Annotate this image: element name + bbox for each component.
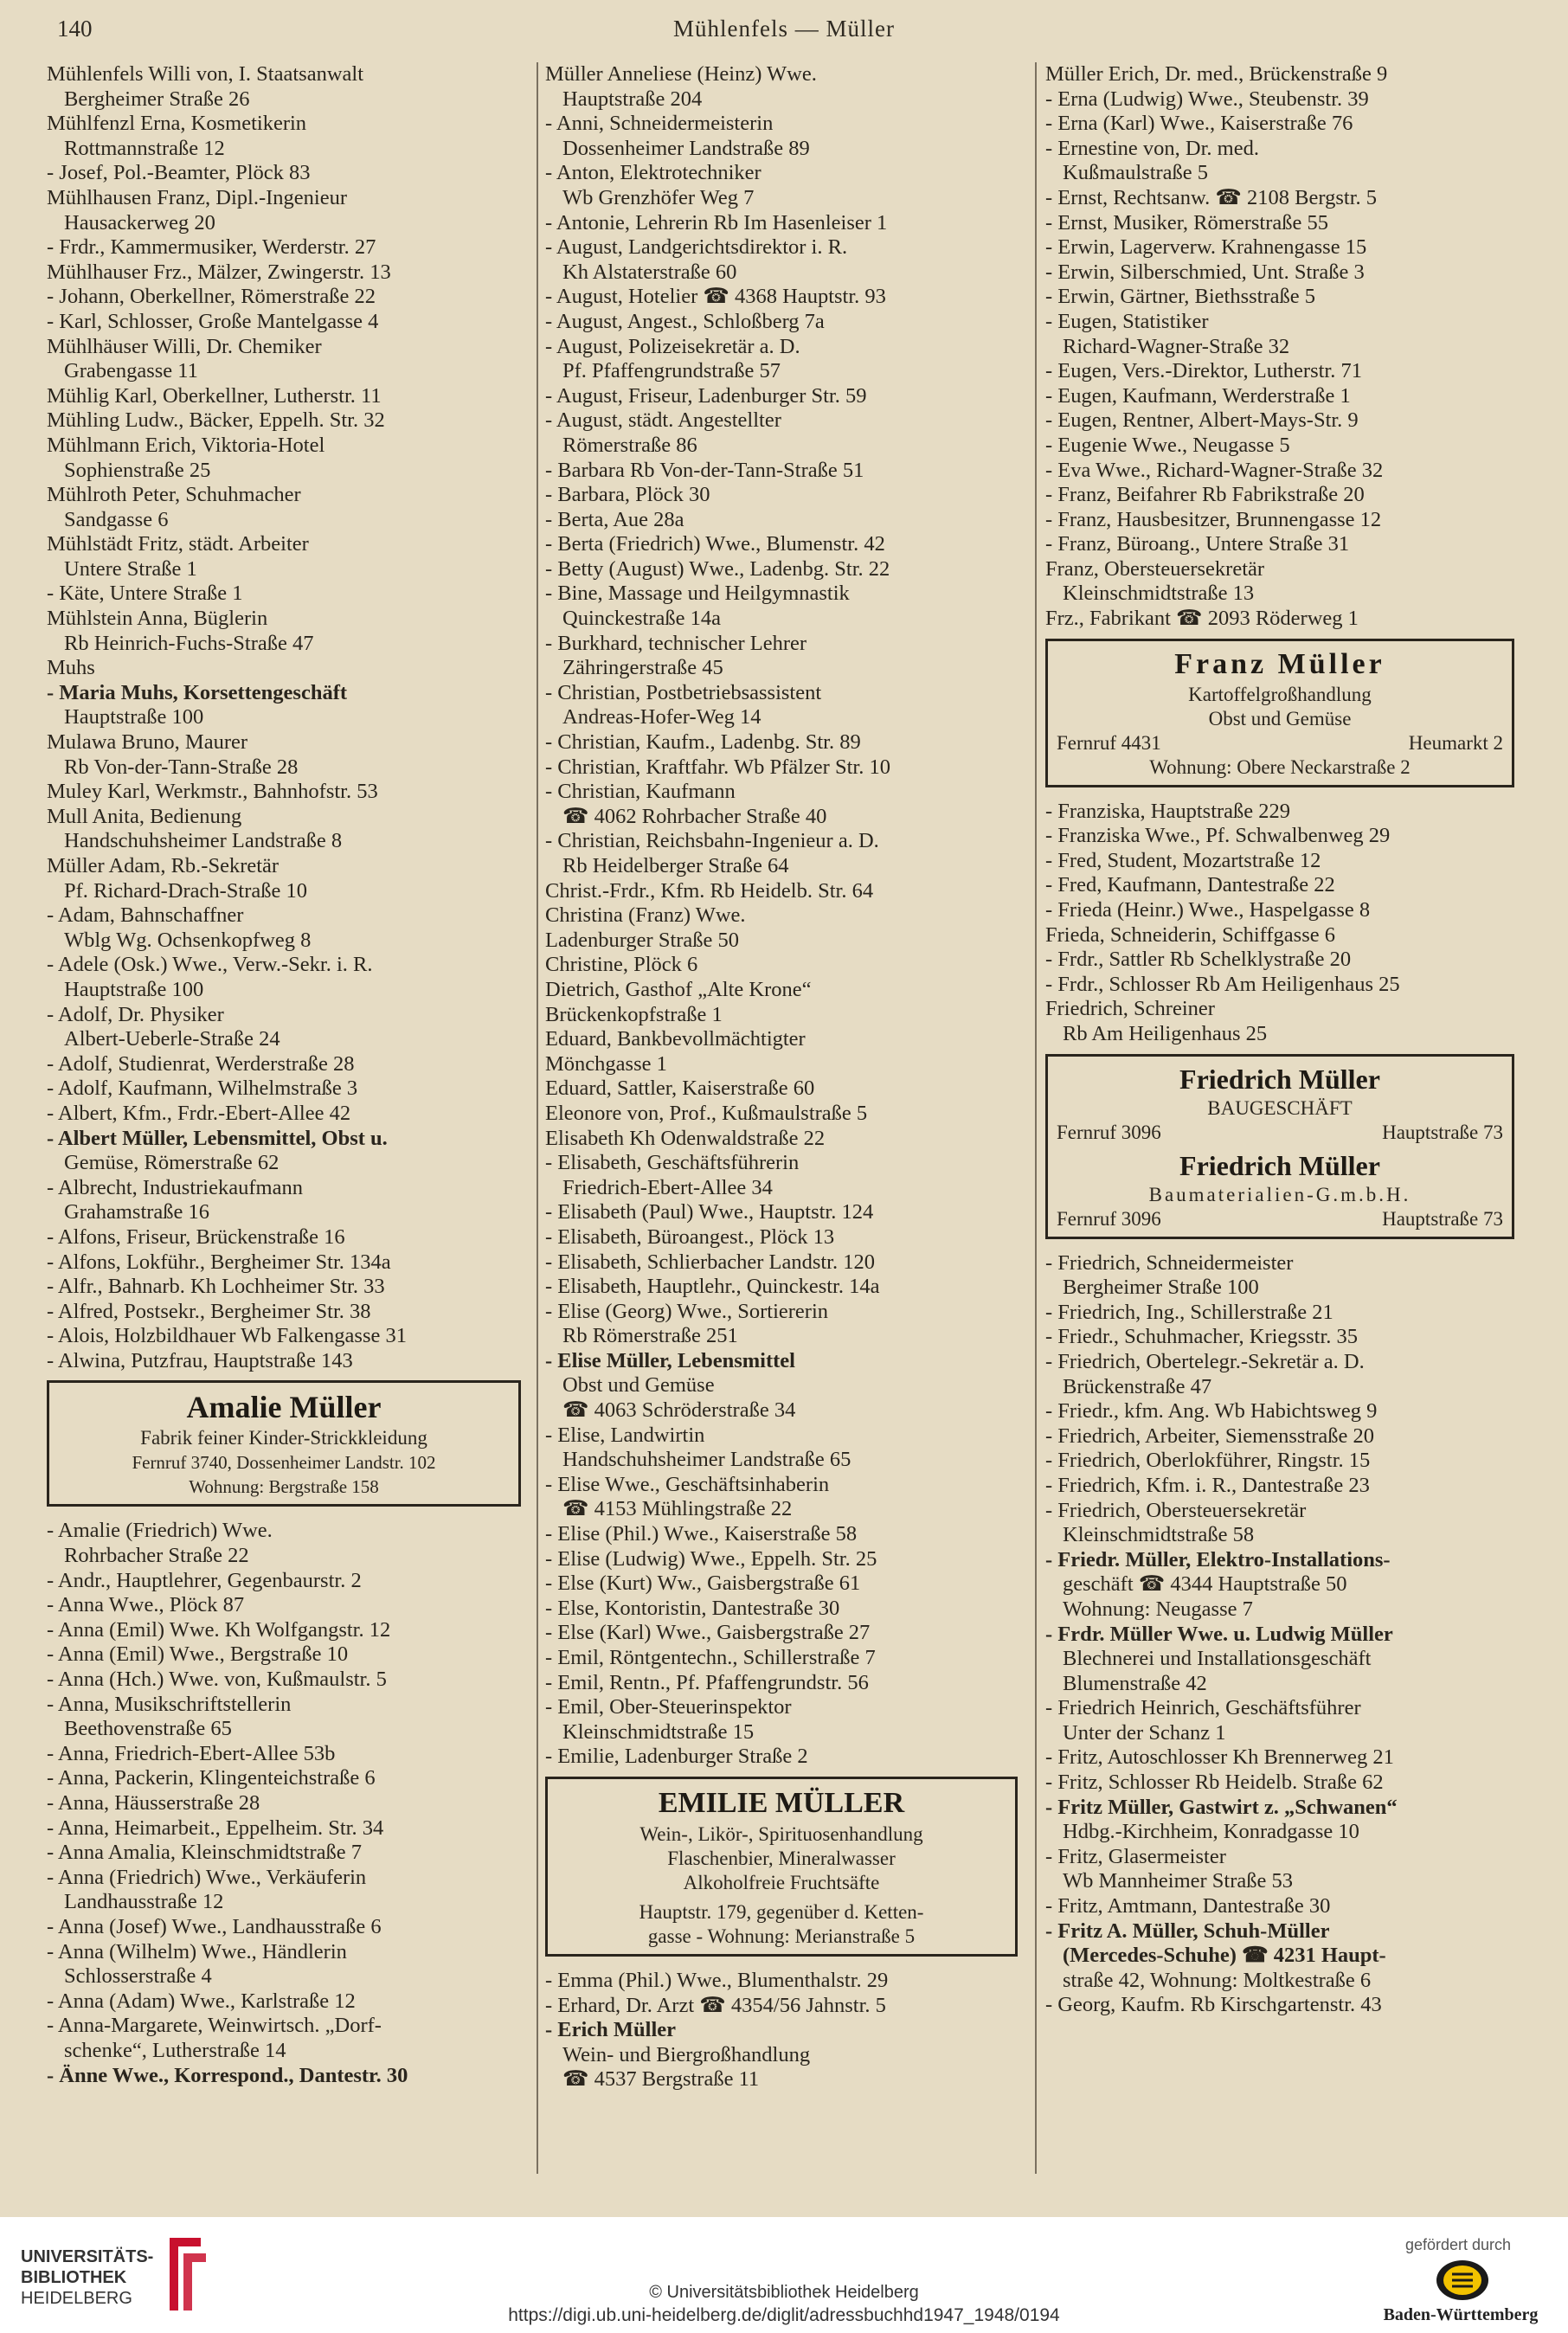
- directory-entry: - Frdr., Schlosser Rb Am Heiligenhaus 25: [1045, 972, 1400, 996]
- directory-entry: - Fred, Student, Mozartstraße 12: [1045, 848, 1321, 872]
- directory-entry: - Elise (Georg) Wwe., Sortiererin: [545, 1299, 829, 1323]
- directory-entry: - Adolf, Kaufmann, Wilhelmstraße 3: [47, 1077, 358, 1101]
- directory-entry: Rb Heinrich-Fuchs-Straße 47: [64, 631, 314, 655]
- directory-entry: - Elise Wwe., Geschäftsinhaberin: [545, 1472, 830, 1496]
- directory-entry: - Else (Karl) Wwe., Gaisbergstraße 27: [545, 1621, 871, 1645]
- directory-entry: Dietrich, Gasthof „Alte Krone“: [545, 977, 812, 1001]
- directory-entry: - Elise (Phil.) Wwe., Kaiserstraße 58: [545, 1522, 858, 1546]
- directory-entry: Mühlmann Erich, Viktoria-Hotel: [47, 433, 325, 457]
- directory-entry: Muley Karl, Werkmstr., Bahnhofstr. 53: [47, 780, 378, 804]
- directory-entry: Rottmannstraße 12: [64, 136, 225, 160]
- directory-entry: - Fritz, Glasermeister: [1045, 1844, 1226, 1868]
- directory-entry: - Anna, Musikschriftstellerin: [47, 1692, 292, 1716]
- directory-entry: Christ.-Frdr., Kfm. Rb Heidelb. Str. 64: [545, 878, 874, 903]
- directory-entry: Schlosserstraße 4: [64, 1964, 212, 1989]
- directory-entry: - Anna-Margarete, Weinwirtsch. „Dorf-: [47, 2014, 382, 2038]
- directory-entry: - Emil, Ober-Steuerinspektor: [545, 1695, 792, 1719]
- directory-entry: Hauptstraße 204: [562, 87, 703, 111]
- directory-entry: - Christian, Kaufm., Ladenbg. Str. 89: [545, 730, 861, 755]
- directory-entry: Pf. Pfaffengrundstraße 57: [562, 359, 781, 383]
- directory-entry: - Fritz, Amtmann, Dantestraße 30: [1045, 1894, 1331, 1918]
- directory-entry: - Albert, Kfm., Frdr.-Ebert-Allee 42: [47, 1101, 351, 1125]
- directory-entry: - Fritz Müller, Gastwirt z. „Schwanen“: [1045, 1795, 1398, 1819]
- directory-entry: Bergheimer Straße 100: [1063, 1276, 1259, 1300]
- directory-entry: geschäft ☎ 4344 Hauptstraße 50: [1063, 1572, 1347, 1597]
- directory-entry: - Fred, Kaufmann, Dantestraße 22: [1045, 873, 1335, 897]
- directory-entry: - Elise Müller, Lebensmittel: [545, 1348, 795, 1372]
- directory-entry: Albert-Ueberle-Straße 24: [64, 1027, 280, 1051]
- directory-entry: Mulawa Bruno, Maurer: [47, 730, 248, 755]
- directory-entry: ☎ 4153 Mühlingstraße 22: [562, 1497, 793, 1521]
- directory-entry: Friedrich, Schreiner: [1045, 997, 1215, 1021]
- directory-entry: - Friedr., kfm. Ang. Wb Habichtsweg 9: [1045, 1399, 1378, 1424]
- directory-entry: Rohrbacher Straße 22: [64, 1544, 249, 1568]
- directory-entry: Mühlenfels Willi von, I. Staatsanwalt: [47, 62, 364, 86]
- entry-list: [545, 62, 1026, 1770]
- sponsor-name: Baden-Württemberg: [1383, 2305, 1539, 2324]
- directory-entry: - Burkhard, technischer Lehrer: [545, 631, 807, 655]
- ad-amalie-mueller: [47, 1380, 521, 1507]
- directory-entry: - Christian, Kaufmann: [545, 780, 736, 804]
- ad-address: Hauptstraße 73: [1382, 1121, 1503, 1143]
- directory-entry: Müller Erich, Dr. med., Brückenstraße 9: [1045, 62, 1388, 86]
- directory-entry: Frieda, Schneiderin, Schiffgasse 6: [1045, 922, 1335, 947]
- directory-entry: - Fritz A. Müller, Schuh-Müller: [1045, 1918, 1330, 1943]
- ad-row: [1057, 1121, 1503, 1145]
- directory-entry: - Elise (Ludwig) Wwe., Eppelh. Str. 25: [545, 1546, 877, 1571]
- directory-entry: - Anna (Adam) Wwe., Karlstraße 12: [47, 1989, 356, 2013]
- ad-row: [1057, 731, 1503, 755]
- directory-entry: - Anna, Heimarbeit., Eppelheim. Str. 34: [47, 1816, 384, 1840]
- directory-entry: Mühlstädt Fritz, städt. Arbeiter: [47, 532, 309, 556]
- directory-entry: Rb Am Heiligenhaus 25: [1063, 1022, 1268, 1045]
- directory-entry: Zähringerstraße 45: [562, 656, 723, 680]
- directory-entry: Hauptstraße 100: [64, 705, 204, 729]
- directory-entry: Richard-Wagner-Straße 32: [1063, 334, 1290, 358]
- directory-entry: - Erwin, Silberschmied, Unt. Straße 3: [1045, 260, 1365, 284]
- ad-phone: Fernruf 3096: [1057, 1207, 1161, 1230]
- column-2: [545, 62, 1026, 2092]
- directory-entry: - Anna Wwe., Plöck 87: [47, 1593, 245, 1617]
- directory-entry: - Frdr. Müller Wwe. u. Ludwig Müller: [1045, 1622, 1393, 1646]
- directory-entry: Blechnerei und Installationsgeschäft: [1063, 1647, 1372, 1671]
- directory-entry: ☎ 4062 Rohrbacher Straße 40: [562, 804, 827, 828]
- directory-entry: (Mercedes-Schuhe) ☎ 4231 Haupt-: [1063, 1944, 1386, 1968]
- directory-entry: - Elise, Landwirtin: [545, 1423, 705, 1447]
- directory-entry: - Emil, Röntgentechn., Schillerstraße 7: [545, 1646, 876, 1669]
- directory-entry: ☎ 4063 Schröderstraße 34: [562, 1398, 796, 1423]
- ad-phone: Fernruf 3096: [1057, 1121, 1161, 1143]
- permalink-url[interactable]: https://digi.ub.uni-heidelberg.de/diglit/adressbuchhd1947_1948/0194: [508, 2305, 1060, 2325]
- directory-entry: Quinckestraße 14a: [562, 607, 721, 631]
- directory-entry: - August, Friseur, Ladenburger Str. 59: [545, 383, 867, 408]
- directory-entry: - Anna, Packerin, Klingenteichstraße 6: [47, 1766, 376, 1790]
- directory-entry: Wb Mannheimer Straße 53: [1063, 1869, 1294, 1893]
- directory-entry: - Anna (Friedrich) Wwe., Verkäuferin: [47, 1865, 367, 1889]
- directory-entry: Rb Heidelberger Straße 64: [562, 854, 789, 877]
- directory-entry: Hausackerweg 20: [64, 210, 215, 235]
- directory-entry: - Franziska, Hauptstraße 229: [1045, 799, 1291, 823]
- directory-entry: - Käte, Untere Straße 1: [47, 582, 243, 606]
- directory-entry: - Alwina, Putzfrau, Hauptstraße 143: [47, 1348, 353, 1372]
- directory-entry: Eleonore von, Prof., Kußmaulstraße 5: [545, 1101, 868, 1125]
- directory-entry: Beethovenstraße 65: [64, 1717, 232, 1741]
- directory-entry: - Friedr. Müller, Elektro-Installations-: [1045, 1547, 1391, 1571]
- directory-entry: Mühlhauser Frz., Mälzer, Zwingerstr. 13: [47, 260, 391, 284]
- directory-entry: Wblg Wg. Ochsenkopfweg 8: [64, 928, 312, 952]
- coat-of-arms-icon: [1435, 2259, 1490, 2302]
- directory-entry: Brückenkopfstraße 1: [545, 1002, 723, 1026]
- sponsor-label: gefördert durch: [1404, 2236, 1512, 2253]
- directory-entry: Römerstraße 86: [562, 433, 697, 457]
- directory-entry: Sandgasse 6: [64, 507, 169, 531]
- directory-entry: Hauptstraße 100: [64, 977, 204, 1001]
- directory-entry: Mühlfenzl Erna, Kosmetikerin: [47, 112, 307, 136]
- ad-franz-mueller: [1045, 639, 1514, 787]
- directory-entry: - Betty (August) Wwe., Ladenbg. Str. 22: [545, 556, 890, 581]
- logo-line: HEIDELBERG: [21, 2289, 132, 2308]
- directory-entry: Kußmaulstraße 5: [1063, 161, 1209, 185]
- ad-address: Hauptstraße 73: [1382, 1207, 1503, 1230]
- ad-line: Obst und Gemüse: [1208, 707, 1352, 729]
- directory-entry: Dossenheimer Landstraße 89: [562, 136, 810, 160]
- logo-line: UNIVERSITÄTS-: [21, 2247, 154, 2266]
- ad-line: Baumaterialien-G.m.b.H.: [1148, 1183, 1411, 1205]
- directory-entry: - Barbara Rb Von-der-Tann-Straße 51: [545, 458, 864, 482]
- directory-entry: - Eugen, Rentner, Albert-Mays-Str. 9: [1045, 408, 1359, 433]
- directory-entry: - August, Hotelier ☎ 4368 Hauptstr. 93: [545, 285, 886, 309]
- directory-entry: - August, städt. Angestellter: [545, 408, 781, 433]
- directory-entry: - Berta (Friedrich) Wwe., Blumenstr. 42: [545, 532, 885, 556]
- directory-entry: - Friedr., Schuhmacher, Kriegsstr. 35: [1045, 1325, 1359, 1349]
- directory-entry: - Maria Muhs, Korsettengeschäft: [47, 680, 348, 704]
- ad-line: Wohnung: Bergstraße 158: [189, 1476, 379, 1498]
- directory-entry: - Anni, Schneidermeisterin: [545, 112, 774, 136]
- directory-entry: - Anna (Josef) Wwe., Landhausstraße 6: [47, 1914, 382, 1938]
- directory-entry: - Fritz, Autoschlosser Kh Brennerweg 21: [1045, 1745, 1394, 1770]
- directory-entry: Kleinschmidtstraße 58: [1063, 1523, 1255, 1547]
- entry-list: [1045, 800, 1526, 1047]
- directory-entry: - August, Landgerichtsdirektor i. R.: [545, 235, 848, 260]
- directory-entry: Christine, Plöck 6: [545, 953, 698, 977]
- directory-entry: - Antonie, Lehrerin Rb Im Hasenleiser 1: [545, 210, 888, 235]
- directory-entry: - Alfons, Lokführ., Bergheimer Str. 134a: [47, 1250, 391, 1274]
- directory-entry: - Barbara, Plöck 30: [545, 483, 710, 507]
- directory-entry: Elisabeth Kh Odenwaldstraße 22: [545, 1126, 826, 1150]
- directory-entry: - Ernestine von, Dr. med.: [1045, 136, 1259, 160]
- directory-entry: Wb Grenzhöfer Weg 7: [562, 185, 755, 209]
- directory-entry: - August, Angest., Schloßberg 7a: [545, 309, 825, 333]
- directory-entry: - Emma (Phil.) Wwe., Blumenthalstr. 29: [545, 1968, 889, 1992]
- directory-entry: - Emil, Rentn., Pf. Pfaffengrundstr. 56: [545, 1670, 869, 1694]
- directory-entry: - Friedrich Heinrich, Geschäftsführer: [1045, 1696, 1361, 1720]
- directory-entry: - Franz, Büroang., Untere Straße 31: [1045, 532, 1350, 556]
- directory-entry: - Else, Kontoristin, Dantestraße 30: [545, 1596, 840, 1620]
- ad-line: Flaschenbier, Mineralwasser: [667, 1847, 896, 1869]
- directory-entry: Christina (Franz) Wwe.: [545, 903, 746, 928]
- directory-entry: Mühlroth Peter, Schuhmacher: [47, 483, 301, 507]
- ad-line: Fernruf 3740, Dossenheimer Landstr. 102: [132, 1452, 436, 1474]
- directory-entry: - Franz, Hausbesitzer, Brunnengasse 12: [1045, 507, 1382, 531]
- ad-line: Hauptstr. 179, gegenüber d. Ketten-: [639, 1900, 924, 1923]
- directory-entry: - August, Polizeisekretär a. D.: [545, 334, 800, 358]
- directory-entry: - Erna (Ludwig) Wwe., Steubenstr. 39: [1045, 87, 1369, 111]
- ad-friedrich-mueller: [1045, 1054, 1514, 1239]
- running-title: Mühlenfels — Müller: [673, 16, 895, 42]
- directory-entry: - Elisabeth, Büroangest., Plöck 13: [545, 1224, 835, 1249]
- directory-entry: - Friedrich, Obersteuersekretär: [1045, 1498, 1307, 1522]
- directory-entry: Gemüse, Römerstraße 62: [64, 1151, 280, 1175]
- directory-entry: - Adele (Osk.) Wwe., Verw.-Sekr. i. R.: [47, 953, 373, 977]
- directory-entry: Grabengasse 11: [64, 359, 198, 383]
- ad-row: [1057, 1207, 1503, 1231]
- directory-entry: Wein- und Biergroßhandlung: [562, 2042, 811, 2066]
- directory-entry: - Friedrich, Obertelegr.-Sekretär a. D.: [1045, 1349, 1365, 1373]
- directory-entry: - Adolf, Studienrat, Werderstraße 28: [47, 1051, 355, 1076]
- page-number: 140: [57, 16, 93, 42]
- column-rule: [537, 62, 538, 2174]
- directory-entry: - Franziska Wwe., Pf. Schwalbenweg 29: [1045, 824, 1391, 848]
- column-3: [1045, 62, 1526, 2018]
- directory-entry: - Anna Amalia, Kleinschmidtstraße 7: [47, 1841, 363, 1865]
- ad-address: Heumarkt 2: [1408, 731, 1503, 754]
- directory-entry: - Anna (Emil) Wwe., Bergstraße 10: [47, 1642, 349, 1667]
- directory-entry: - Alfons, Friseur, Brückenstraße 16: [47, 1224, 345, 1249]
- ad-line: Kartoffelgroßhandlung: [1188, 683, 1372, 705]
- ad-title: Friedrich Müller: [1179, 1149, 1380, 1181]
- ad-title: Franz Müller: [1174, 647, 1385, 680]
- ad-title: Friedrich Müller: [1179, 1063, 1380, 1095]
- directory-entry: - Friedrich, Oberlokführer, Ringstr. 15: [1045, 1449, 1371, 1473]
- directory-entry: Mönchgasse 1: [545, 1051, 667, 1076]
- directory-entry: schenke“, Lutherstraße 14: [64, 2038, 286, 2062]
- ad-phone: Fernruf 4431: [1057, 731, 1161, 754]
- directory-entry: - Elisabeth (Paul) Wwe., Hauptstr. 124: [545, 1200, 874, 1224]
- directory-entry: - Elisabeth, Geschäftsführerin: [545, 1151, 800, 1175]
- directory-entry: Mühlstein Anna, Büglerin: [47, 607, 268, 631]
- ad-line: Fabrik feiner Kinder-Strickkleidung: [140, 1427, 427, 1449]
- directory-entry: - Ernst, Musiker, Römerstraße 55: [1045, 210, 1328, 235]
- ad-emilie-mueller: [545, 1777, 1018, 1957]
- directory-entry: - Erna (Karl) Wwe., Kaiserstraße 76: [1045, 112, 1353, 136]
- directory-entry: Kleinschmidtstraße 13: [1063, 582, 1255, 606]
- directory-entry: - Erwin, Lagerverw. Krahnengasse 15: [1045, 235, 1367, 260]
- directory-entry: - Alois, Holzbildhauer Wb Falkengasse 31: [47, 1324, 407, 1348]
- directory-entry: - Adam, Bahnschaffner: [47, 903, 244, 928]
- directory-entry: - Anna (Hch.) Wwe. von, Kußmaulstr. 5: [47, 1668, 387, 1692]
- directory-entry: Handschuhsheimer Landstraße 8: [64, 829, 343, 853]
- directory-entry: Pf. Richard-Drach-Straße 10: [64, 878, 307, 903]
- directory-entry: - Eugenie Wwe., Neugasse 5: [1045, 433, 1290, 457]
- directory-entry: - Anna, Häusserstraße 28: [47, 1791, 260, 1815]
- directory-entry: Andreas-Hofer-Weg 14: [562, 705, 762, 729]
- directory-entry: Rb Römerstraße 251: [562, 1324, 738, 1348]
- directory-entry: - Anna (Wilhelm) Wwe., Händlerin: [47, 1939, 347, 1963]
- directory-entry: Hdbg.-Kirchheim, Konradgasse 10: [1063, 1820, 1359, 1844]
- directory-entry: Müller Anneliese (Heinz) Wwe.: [545, 62, 817, 86]
- directory-entry: Müller Adam, Rb.-Sekretär: [47, 854, 280, 877]
- directory-entry: Wohnung: Neugasse 7: [1063, 1597, 1253, 1621]
- directory-entry: - Fritz, Schlosser Rb Heidelb. Straße 62: [1045, 1771, 1384, 1795]
- directory-entry: - Else (Kurt) Ww., Gaisbergstraße 61: [545, 1571, 861, 1596]
- directory-entry: - Alfred, Postsekr., Bergheimer Str. 38: [47, 1299, 371, 1323]
- directory-entry: - Johann, Oberkellner, Römerstraße 22: [47, 285, 376, 309]
- directory-entry: - Erhard, Dr. Arzt ☎ 4354/56 Jahnstr. 5: [545, 1993, 886, 2017]
- directory-entry: - Anna (Emil) Wwe. Kh Wolfgangstr. 12: [47, 1617, 391, 1642]
- ad-line: gasse - Wohnung: Merianstraße 5: [647, 1925, 916, 1947]
- directory-entry: Mühlig Karl, Oberkellner, Lutherstr. 11: [47, 383, 382, 408]
- directory-entry: - Bine, Massage und Heilgymnastik: [545, 582, 850, 606]
- directory-entry: - Anna, Friedrich-Ebert-Allee 53b: [47, 1741, 336, 1765]
- directory-entry: Bergheimer Straße 26: [64, 87, 250, 111]
- directory-entry: - Emilie, Ladenburger Straße 2: [545, 1745, 808, 1769]
- directory-entry: Muhs: [47, 656, 95, 680]
- directory-entry: Rb Von-der-Tann-Straße 28: [64, 755, 299, 779]
- ad-line: BAUGESCHÄFT: [1207, 1096, 1353, 1119]
- directory-entry: - Christian, Postbetriebsassistent: [545, 680, 822, 704]
- directory-entry: - Frdr., Sattler Rb Schelklystraße 20: [1045, 948, 1352, 972]
- directory-entry: - Änne Wwe., Korrespond., Dantestr. 30: [47, 2063, 408, 2087]
- directory-entry: - Franz, Beifahrer Rb Fabrikstraße 20: [1045, 483, 1365, 507]
- entry-list: [1045, 1251, 1526, 2018]
- directory-entry: straße 42, Wohnung: Moltkestraße 6: [1063, 1968, 1372, 1992]
- directory-entry: - Frdr., Kammermusiker, Werderstr. 27: [47, 235, 376, 260]
- directory-entry: Eduard, Sattler, Kaiserstraße 60: [545, 1077, 815, 1101]
- ad-line: Wohnung: Obere Neckarstraße 2: [1149, 755, 1411, 778]
- directory-entry: Untere Straße 1: [64, 556, 197, 581]
- entry-list: [47, 62, 528, 1373]
- entry-list: [47, 1519, 528, 2088]
- directory-entry: - Alfr., Bahnarb. Kh Lochheimer Str. 33: [47, 1275, 385, 1299]
- directory-entry: - Albert Müller, Lebensmittel, Obst u.: [47, 1126, 388, 1150]
- directory-entry: - Georg, Kaufm. Rb Kirschgartenstr. 43: [1045, 1993, 1382, 2017]
- directory-entry: Eduard, Bankbevollmächtigter: [545, 1027, 806, 1051]
- directory-entry: - Christian, Reichsbahn-Ingenieur a. D.: [545, 829, 879, 853]
- directory-entry: - Christian, Kraftfahr. Wb Pfälzer Str. 10: [545, 755, 890, 779]
- directory-entry: Kleinschmidtstraße 15: [562, 1719, 755, 1744]
- ad-title: Amalie Müller: [186, 1390, 382, 1425]
- column-1: [47, 62, 528, 2088]
- directory-entry: - Andr., Hauptlehrer, Gegenbaurstr. 2: [47, 1568, 362, 1592]
- directory-entry: Handschuhsheimer Landstraße 65: [562, 1448, 851, 1472]
- directory-entry: - Frieda (Heinr.) Wwe., Haspelgasse 8: [1045, 898, 1371, 922]
- directory-entry: - Erich Müller: [545, 2018, 677, 2042]
- directory-entry: - Friedrich, Arbeiter, Siemensstraße 20: [1045, 1424, 1375, 1448]
- logo-line: BIBLIOTHEK: [21, 2268, 127, 2287]
- ad-title: EMILIE MÜLLER: [658, 1786, 905, 1819]
- entry-list: [545, 1969, 1026, 2092]
- directory-entry: Ladenburger Straße 50: [545, 928, 740, 952]
- directory-entry: - Eugen, Statistiker: [1045, 309, 1209, 333]
- directory-entry: - Elisabeth, Hauptlehr., Quinckestr. 14a: [545, 1275, 880, 1299]
- directory-entry: - Karl, Schlosser, Große Mantelgasse 4: [47, 309, 379, 333]
- directory-entry: - Erwin, Gärtner, Biethsstraße 5: [1045, 285, 1315, 309]
- directory-entry: Unter der Schanz 1: [1063, 1720, 1226, 1745]
- entry-list: [1045, 62, 1526, 632]
- directory-entry: - Josef, Pol.-Beamter, Plöck 83: [47, 161, 311, 185]
- directory-entry: - Eugen, Vers.-Direktor, Lutherstr. 71: [1045, 359, 1362, 383]
- directory-entry: Grahamstraße 16: [64, 1200, 210, 1224]
- directory-entry: ☎ 4537 Bergstraße 11: [562, 2067, 760, 2092]
- directory-entry: - Friedrich, Schneidermeister: [1045, 1250, 1294, 1275]
- directory-entry: Sophienstraße 25: [64, 458, 211, 482]
- directory-entry: - Berta, Aue 28a: [545, 507, 684, 531]
- directory-entry: - Friedrich, Ing., Schillerstraße 21: [1045, 1300, 1333, 1324]
- library-logo-icon[interactable]: [163, 2233, 209, 2316]
- directory-entry: Frz., Fabrikant ☎ 2093 Röderweg 1: [1045, 607, 1359, 631]
- directory-entry: - Elisabeth, Schlierbacher Landstr. 120: [545, 1250, 875, 1274]
- ad-line: Wein-, Likör-, Spirituosenhandlung: [639, 1822, 923, 1845]
- directory-entry: Landhausstraße 12: [64, 1890, 224, 1914]
- directory-entry: Brückenstraße 47: [1063, 1374, 1212, 1398]
- directory-entry: - Amalie (Friedrich) Wwe.: [47, 1519, 273, 1543]
- directory-entry: - Ernst, Rechtsanw. ☎ 2108 Bergstr. 5: [1045, 185, 1378, 209]
- directory-entry: Kh Alstaterstraße 60: [562, 260, 737, 284]
- directory-entry: Blumenstraße 42: [1063, 1671, 1207, 1695]
- directory-entry: Obst und Gemüse: [562, 1373, 715, 1398]
- directory-entry: Friedrich-Ebert-Allee 34: [562, 1175, 773, 1199]
- directory-entry: Mull Anita, Bedienung: [47, 804, 242, 828]
- directory-entry: - Albrecht, Industriekaufmann: [47, 1175, 303, 1199]
- directory-entry: - Eva Wwe., Richard-Wagner-Straße 32: [1045, 458, 1384, 482]
- page-header: [0, 16, 1568, 50]
- directory-entry: - Adolf, Dr. Physiker: [47, 1002, 224, 1026]
- directory-entry: Mühling Ludw., Bäcker, Eppelh. Str. 32: [47, 408, 385, 433]
- directory-entry: Franz, Obersteuersekretär: [1045, 556, 1265, 581]
- copyright-text: © Universitätsbibliothek Heidelberg: [649, 2283, 919, 2302]
- directory-entry: - Anton, Elektrotechniker: [545, 161, 762, 185]
- directory-entry: Mühlhausen Franz, Dipl.-Ingenieur: [47, 185, 347, 209]
- directory-entry: - Eugen, Kaufmann, Werderstraße 1: [1045, 383, 1351, 408]
- column-rule: [1035, 62, 1037, 2174]
- directory-entry: Mühlhäuser Willi, Dr. Chemiker: [47, 334, 322, 358]
- directory-entry: - Friedrich, Kfm. i. R., Dantestraße 23: [1045, 1473, 1370, 1497]
- ad-line: Alkoholfreie Fruchtsäfte: [683, 1871, 880, 1893]
